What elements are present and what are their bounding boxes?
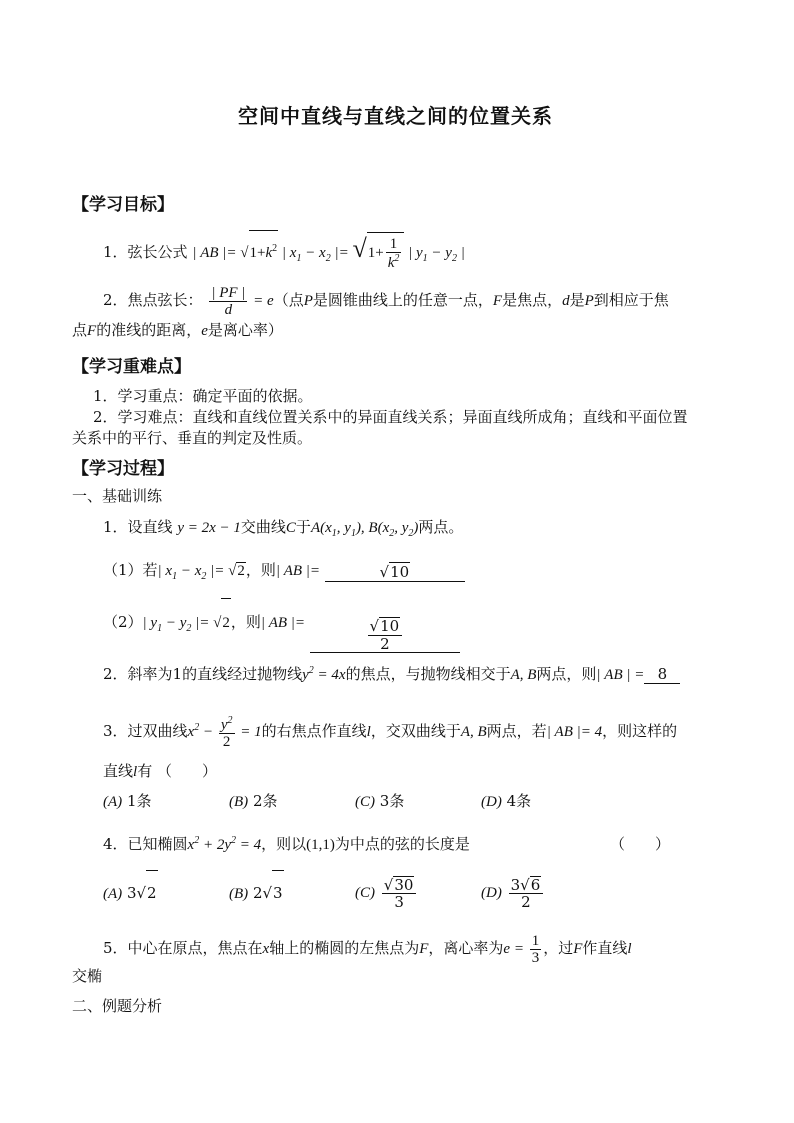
q1-suffix: 两点。 <box>418 518 464 536</box>
part1-heading: 一、基础训练 <box>72 487 163 505</box>
page-title: 空间中直线与直线之间的位置关系 <box>238 104 553 128</box>
question-2: 2．斜率为1的直线经过抛物线$y^2 = 4x$的焦点，与抛物线相交于A, B两点，则| AB | = 8 <box>103 663 680 684</box>
q4-option-c[interactable]: (C) $\frac{√30}{3}$ <box>355 870 418 914</box>
q4-option-b[interactable]: (B) 2√3 <box>229 870 284 914</box>
q1-sub1-answer-blank[interactable]: √10 <box>325 562 465 582</box>
q4-paren: （ ） <box>610 835 671 853</box>
q4-option-d[interactable]: (D) $\frac{3√6}{2}$ <box>481 870 545 914</box>
q4-prefix: 4．已知椭圆 <box>103 835 188 853</box>
objective-1 <box>103 230 465 272</box>
q3-option-c[interactable]: (C) 3条 <box>355 792 405 810</box>
objective-2-text-b: 是圆锥曲线上的任意一点， <box>312 291 493 309</box>
q2-mid1: 的直线经过抛物线 <box>182 665 303 683</box>
q5-mid1: 轴上的椭圆的左焦点为 <box>269 939 420 957</box>
objective-2-text-e: 到相应于焦 <box>593 291 669 309</box>
objective-2-line2: 点F的准线的距离，e是离心率） <box>72 321 283 339</box>
q4-option-a[interactable]: (A) 3√2 <box>103 870 158 914</box>
q4-ellipse: $x^2 + 2y^2 = 4$ <box>187 835 262 853</box>
q3-line2b: 有 （ ） <box>137 762 217 780</box>
chord-length-formula: | AB |= $√1+k^2$ | $x_1 - x_2$ |= √1+ $\frac{1}{k^2}$ | $y_1 - y_2$ | <box>192 245 465 261</box>
q1-mid2: 于 <box>295 518 311 536</box>
question-5: 5．中心在原点，焦点在x轴上的椭圆的左焦点为F，离心率为e = $\frac{1}{3}$ ，过F作直线l <box>103 932 632 967</box>
q1-sub2-then: ，则 <box>230 613 261 631</box>
objective-1-prefix: 1．弦长公式 <box>103 243 188 261</box>
objective-2-line2-b: 的准线的距离， <box>96 321 202 339</box>
q2-mid2: 的焦点，与抛物线相交于 <box>345 665 511 683</box>
q1-sub2-answer-blank[interactable]: $\frac{√10}{2}$ <box>310 617 460 653</box>
q2-answer: 8 <box>657 665 668 683</box>
q5-mid3: ，过 <box>543 939 574 957</box>
q1-sub1-label: （1）若 <box>103 561 158 579</box>
objective-2: 2．焦点弦长： $\frac{| PF |}{d}$ = e（点P是圆锥曲线上的任意一点，F是焦点，d是P到相应于焦 <box>103 284 669 319</box>
q2-mid3: 两点，则 <box>536 665 597 683</box>
question-4: 4．已知椭圆$x^2 + 2y^2 = 4$，则以(1,1)为中点的弦的长度是 <box>103 835 470 853</box>
q1-prefix: 1．设直线 <box>103 518 173 536</box>
q2-prefix: 2．斜率为 <box>103 665 173 683</box>
part2-heading: 二、例题分析 <box>72 997 163 1015</box>
question-3-line2: 直线l有 （ ） <box>103 762 217 780</box>
q3-option-b[interactable]: (B) 2条 <box>229 792 278 810</box>
q3-line2: 直线 <box>103 762 134 780</box>
question-1-sub1: （1）若| $x_1 - x_2$ |= √2，则| AB |= √10 <box>103 559 465 582</box>
question-5-line2: 交椭 <box>72 967 103 985</box>
q4-mid: ，则以 <box>261 835 307 853</box>
q2-answer-blank[interactable] <box>644 665 680 684</box>
q3-mid3: 两点，若 <box>486 722 547 740</box>
q1-points: $A(x_1$, $y_1$), $B(x_2$, $y_2$) <box>310 520 419 539</box>
section-objectives-heading: 【学习目标】 <box>72 195 174 215</box>
objective-2-text-c: 是焦点， <box>502 291 563 309</box>
q3-mid2: ，交双曲线于 <box>370 722 461 740</box>
q1-sub2-condition: | $y_1 - y_2$ |= √2 <box>143 615 231 631</box>
q2-parabola: $y^2 = 4x$ <box>302 665 346 683</box>
q1-line-equation: y = 2x − 1 <box>177 520 241 536</box>
question-3: 3．过双曲线$x^2$ − $\frac{y^2}{2}$ = 1的右焦点作直线l，交双曲线于A, B两点，若| AB |= 4，则这样的 <box>103 714 678 751</box>
key-point-1: 1．学习重点：确定平面的依据。 <box>93 387 313 405</box>
q3-prefix: 3．过双曲线 <box>103 722 188 740</box>
q1-sub1-answer: 10 <box>390 563 410 581</box>
q3-option-a[interactable]: (A) 1条 <box>103 792 152 810</box>
q1-sub1-condition: | $x_1 - x_2$ |= √2 <box>157 563 245 582</box>
q3-hyperbola: $x^2$ − $\frac{y^2}{2}$ = 1 <box>187 714 262 751</box>
q1-sub1-then: ，则 <box>245 561 276 579</box>
q1-sub2-answer-den: 2 <box>380 634 390 653</box>
q3-mid4: ，则这样的 <box>602 722 678 740</box>
section-process-heading: 【学习过程】 <box>72 459 174 479</box>
focal-chord-formula: $\frac{| PF |}{d}$ = e <box>211 284 274 319</box>
section-key-points-heading: 【学习重难点】 <box>72 357 191 377</box>
q1-sub2-label: （2） <box>103 613 143 631</box>
key-point-2-line2: 关系中的平行、垂直的判定及性质。 <box>72 429 313 447</box>
objective-2-line2-c: 是离心率） <box>207 321 283 339</box>
q3-option-d[interactable]: (D) 4条 <box>481 792 532 810</box>
q5-mid2: ，离心率为 <box>428 939 504 957</box>
objective-2-text-a: （点 <box>273 291 304 309</box>
q4-suffix: 为中点的弦的长度是 <box>334 835 470 853</box>
q5-mid4: 作直线 <box>582 939 628 957</box>
question-1-sub2: （2）| $y_1 - y_2$ |= √2，则| AB |= $\frac{√10}{2}$ <box>103 598 460 646</box>
objective-2-line2-a: 点 <box>72 321 88 339</box>
objective-2-text-d: 是 <box>569 291 585 309</box>
key-point-2-line1: 2．学习难点：直线和直线位置关系中的异面直线关系；异面直线所成角；直线和平面位置 <box>93 408 688 426</box>
question-1: 1．设直线 y = 2x − 1交曲线C于$A(x_1$, $y_1$), $B(x_2$, $y_2$)两点。 <box>103 518 464 539</box>
objective-2-prefix: 2．焦点弦长： <box>103 291 203 309</box>
q3-mid1: 的右焦点作直线 <box>261 722 367 740</box>
q1-mid: 交曲线 <box>240 518 286 536</box>
q1-sub2-answer-num: 10 <box>380 617 400 635</box>
q5-prefix: 5．中心在原点，焦点在 <box>103 939 263 957</box>
